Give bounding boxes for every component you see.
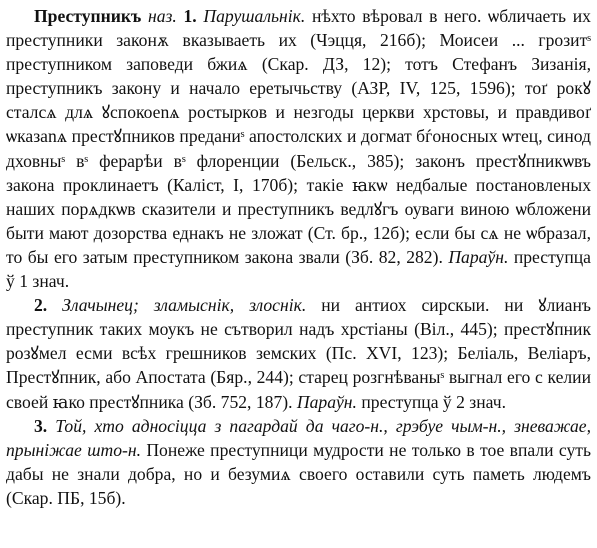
sense-citations: нѣхто вѣровал в него. ѡбличаеть их преступники законѫ вказываеть их (Чэцця, 216б); Моисеи ... грозитˢ преступником заповеди бжиѧ (Скар. ДЗ, 12); тотъ Стефанъ Зизанія, преступникъ закону и начало еретычьству (АЗР, IV, 125, 1596); тоґ рокꙋ сталсѧ длѧ ꙋспокоеnѧ ростырков и незгоды церкви хрстовы, и правдивоґ ѡказаnѧ престꙋпников преданиˢ апостолских и догмат бѓоносных ѡтец, синод дховныˢ вˢ ферарѣи вˢ флоренции (Бельск., 385); законъ престꙋпникѡвъ закона проклинаетъ (Каліст, I, 170б); такіе ꙗкѡ недбалые постановленых наших порѧдкѡв сказители и преступникъ ведлꙋгъ оуваги виною ѡбложени быти мают дозорства еднакъ не зложат (Ст. бр., 12б); если бы сѧ не ѡбразал, то бы его затым преступником закона звали (Зб. 82, 282). xyxy=(6,6,591,267)
cross-ref-text: преступца ў 2 знач. xyxy=(356,391,507,412)
cross-ref-label: Параўн. xyxy=(296,391,357,412)
sense-3 xyxy=(6,414,591,510)
cross-ref-text: преступца ў 1 знач. xyxy=(6,246,591,292)
sense-definition: Той, хто адносіцца з пагардай да чаго-н., грэбуе чым-н., зневажае, прыніжае што-н. xyxy=(6,415,591,460)
headword: Преступникъ xyxy=(34,6,142,26)
sense-number: 1. xyxy=(183,6,197,26)
sense-number: 3. xyxy=(34,415,48,436)
sense-definition: Парушальнік. xyxy=(203,6,306,26)
part-of-speech: наз. xyxy=(148,6,177,26)
sense-citations: ни антиох сирскыи. ни ꙋлианъ преступник таких моукъ не сътворил надъ хрстіаны (Віл., 445); престꙋпник розꙋмел есми всѣх грешников земских (Пс. XVI, 123); Беліаль, Веліаръ, Престꙋпник, або Апостата (Бяр., 244); старец розгнѣваныˢ выгнал его с келии своей ꙗко престꙋпника (Зб. 752, 187). xyxy=(6,295,591,412)
cross-ref-label: Параўн. xyxy=(448,246,509,267)
sense-1 xyxy=(6,4,591,293)
sense-citations: Понеже преступници мудрости не только в тое впали суть дабы не знали добра, но и безумиѧ своего оставили суть паметь людемъ (Скар. ПБ, 15б). xyxy=(6,439,591,508)
sense-number: 2. xyxy=(34,295,48,316)
sense-definition: Злачынец; зламыснік, злоснік. xyxy=(62,295,307,316)
sense-2 xyxy=(6,293,591,413)
